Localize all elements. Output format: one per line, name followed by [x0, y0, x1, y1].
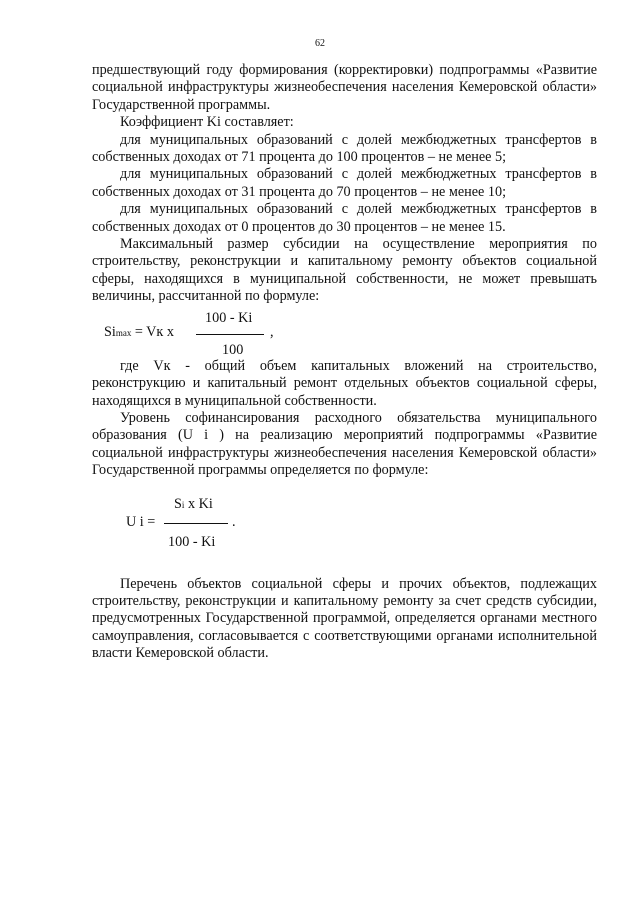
subsidy-max-formula — [92, 306, 597, 358]
paragraph: Уровень софинансирования расходного обязательства муниципального образования (U i ) на реализацию мероприятий подпрограммы «Развитие социальной инфраструктуры жизнеобеспечения населения Кемеровской области» Государственной программы определяется по формуле: — [92, 409, 597, 479]
formula2-num-rest: х Ki — [184, 495, 213, 512]
formula1-lhs-main: Si — [104, 323, 116, 340]
paragraph: для муниципальных образований с долей межбюджетных трансфертов в собственных доходах от 0 процентов до 30 процентов – не менее 15. — [92, 201, 597, 235]
paragraph: для муниципальных образований с долей межбюджетных трансфертов в собственных доходах от 31 процента до 70 процентов – не менее 10; — [92, 166, 597, 200]
paragraph: Коэффициент Ki составляет: — [120, 114, 294, 131]
formula1-equals: = Vк х — [131, 323, 174, 340]
formula1-numerator: 100 - Ki — [205, 309, 253, 326]
formula1-trailing: , — [270, 323, 274, 340]
paragraph: где Vк - общий объем капитальных вложений на строительство, реконструкцию и капитальный ремонт отдельных объектов социальной сферы, находящихся в муниципальной собственности. — [92, 357, 597, 409]
formula1-denominator: 100 — [222, 341, 244, 358]
formula2-trailing: . — [232, 513, 236, 530]
formula2-lhs: U i = — [126, 513, 156, 530]
formula2-numerator — [174, 496, 213, 514]
paragraph: предшествующий году формирования (корректировки) подпрограммы «Развитие социальной инфраструктуры жизнеобеспечения населения Кемеровской области» Государственной программы. — [92, 62, 597, 113]
formula2-num-sub: i — [181, 499, 185, 510]
formula2-num-s: S — [174, 495, 182, 512]
formula1-lhs-sub: max — [115, 327, 132, 338]
paragraph: для муниципальных образований с долей межбюджетных трансфертов в собственных доходах от 71 процента до 100 процентов – не менее 5; — [92, 131, 597, 166]
formula2-denominator: 100 - Ki — [168, 533, 216, 550]
formula1-fraction-bar — [196, 334, 264, 335]
paragraph: Перечень объектов социальной сферы и прочих объектов, подлежащих строительству, реконструкции и капитальному ремонту за счет средств субсидии, предусмотренных Государственной программой, определяется органами местного самоуправления, согласовывается с соответствующими органами исполнительной власти Кемеровской области. — [92, 575, 597, 662]
cofinancing-formula — [92, 496, 597, 554]
formula2-fraction-bar — [164, 523, 228, 524]
formula1-lhs — [104, 324, 174, 342]
paragraph: Максимальный размер субсидии на осуществление мероприятия по строительству, реконструкции и капитальному ремонту объектов социальной сферы, находящихся в муниципальной собственности, не может превышать величины, рассчитанной по формуле: — [92, 236, 597, 305]
page-number: 62 — [315, 38, 325, 49]
document-body — [92, 62, 597, 663]
